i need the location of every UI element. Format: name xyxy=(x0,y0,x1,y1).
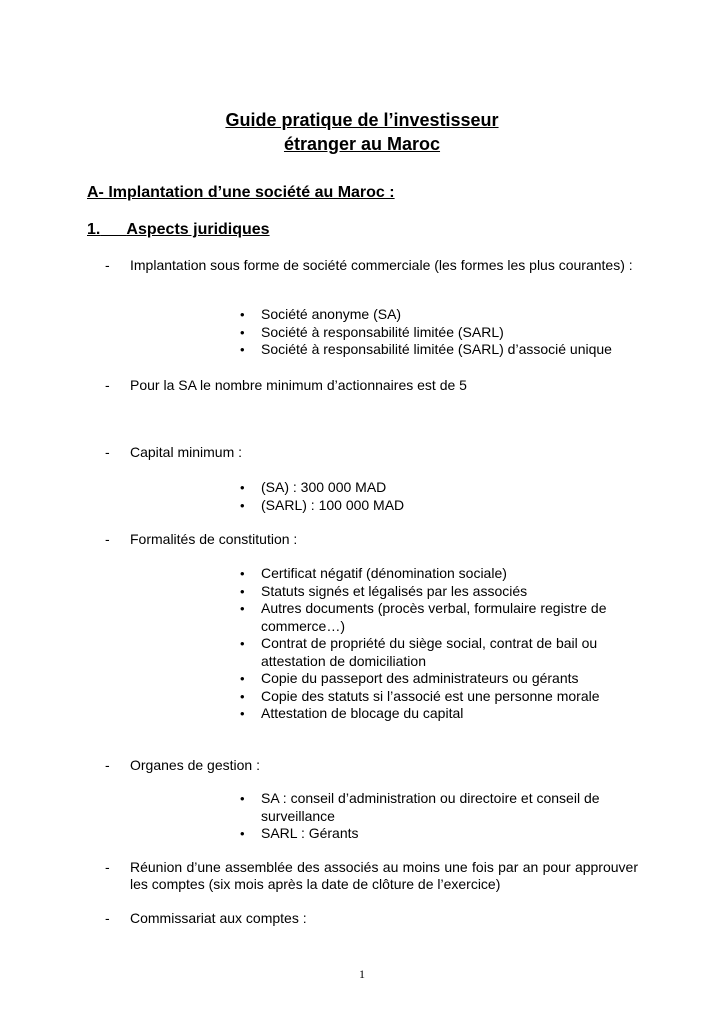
bullet-icon: • xyxy=(240,826,245,841)
list-item-capital-minimum xyxy=(105,444,638,461)
list-item-implantation xyxy=(105,257,638,274)
bullet-item: • Copie des statuts si l’associé est une personne morale xyxy=(240,687,600,704)
bullet-list-legal-forms xyxy=(240,306,640,359)
list-item-text: Réunion d’une assemblée des associés au moins une fois par an pour approuver les comptes (six mois après la date de clôture de l’exercice) xyxy=(130,859,638,892)
page-number: 1 xyxy=(359,967,365,981)
bullet-icon: • xyxy=(240,706,245,721)
bullet-item: • (SA) : 300 000 MAD xyxy=(240,479,387,495)
section-1-title: Aspects juridiques xyxy=(126,221,270,238)
dash-marker: - xyxy=(105,757,110,773)
bullet-list-formalities xyxy=(240,565,640,723)
bullet-item: • Copie du passeport des administrateurs ou gérants xyxy=(240,670,579,686)
dash-marker: - xyxy=(105,910,110,926)
bullet-icon: • xyxy=(240,791,245,806)
bullet-icon: • xyxy=(240,688,245,704)
bullet-icon: • xyxy=(240,671,245,686)
bullet-icon: • xyxy=(240,497,245,513)
bullet-icon: • xyxy=(240,601,245,616)
bullet-item: • Certificat négatif (dénomination sociale) xyxy=(240,565,507,581)
list-item-text: Organes de gestion : xyxy=(130,757,260,773)
bullet-icon: • xyxy=(240,480,245,495)
list-item-text: Pour la SA le nombre minimum d’actionnaires est de 5 xyxy=(130,377,467,393)
dash-marker: - xyxy=(105,444,110,460)
dash-marker: - xyxy=(105,859,110,875)
document-title-line-2: étranger au Maroc xyxy=(283,134,441,154)
bullet-item: • Société à responsabilité limitée (SARL) xyxy=(240,323,504,340)
bullet-item: • SA : conseil d’administration ou directoire et conseil de surveillance xyxy=(240,790,600,824)
bullet-list-capital xyxy=(240,479,640,514)
bullet-item: • Société anonyme (SA) xyxy=(240,306,402,322)
bullet-icon: • xyxy=(240,324,245,340)
list-item-text: Formalités de constitution : xyxy=(130,531,298,547)
list-item-annual-meeting xyxy=(105,859,638,893)
list-item-text: Capital minimum : xyxy=(130,444,243,460)
bullet-item: • Contrat de propriété du siège social, contrat de bail ou attestation de domiciliation xyxy=(240,635,598,669)
bullet-item: • (SARL) : 100 000 MAD xyxy=(240,496,405,513)
bullet-icon: • xyxy=(240,342,245,357)
bullet-item: • Société à responsabilité limitée (SARL) d’associé unique xyxy=(240,341,612,357)
bullet-list-management xyxy=(240,790,640,843)
list-item-text: Implantation sous forme de société commerciale (les formes les plus courantes) : xyxy=(130,257,633,273)
bullet-item: • Statuts signés et légalisés par les associés xyxy=(240,582,528,599)
dash-marker: - xyxy=(105,377,110,393)
list-item-auditing xyxy=(105,910,638,927)
bullet-item: • Attestation de blocage du capital xyxy=(240,705,464,721)
section-a-heading: A- Implantation d’une société au Maroc : xyxy=(87,184,395,201)
section-1-heading xyxy=(87,221,270,239)
bullet-icon: • xyxy=(240,636,245,651)
list-item-text: Commissariat aux comptes : xyxy=(130,910,307,926)
bullet-icon: • xyxy=(240,566,245,581)
list-item-formalities xyxy=(105,531,638,548)
section-1-number: 1. xyxy=(87,221,101,238)
dash-marker: - xyxy=(105,257,110,273)
bullet-icon: • xyxy=(240,583,245,599)
bullet-item: • SARL : Gérants xyxy=(240,825,359,841)
dash-marker: - xyxy=(105,531,110,547)
bullet-item: • Autres documents (procès verbal, formulaire registre de commerce…) xyxy=(240,600,607,634)
bullet-icon: • xyxy=(240,307,245,322)
list-item-management-bodies xyxy=(105,757,638,774)
document-title-line-1: Guide pratique de l’investisseur xyxy=(225,110,499,130)
list-item-minimum-shareholders xyxy=(105,377,638,394)
